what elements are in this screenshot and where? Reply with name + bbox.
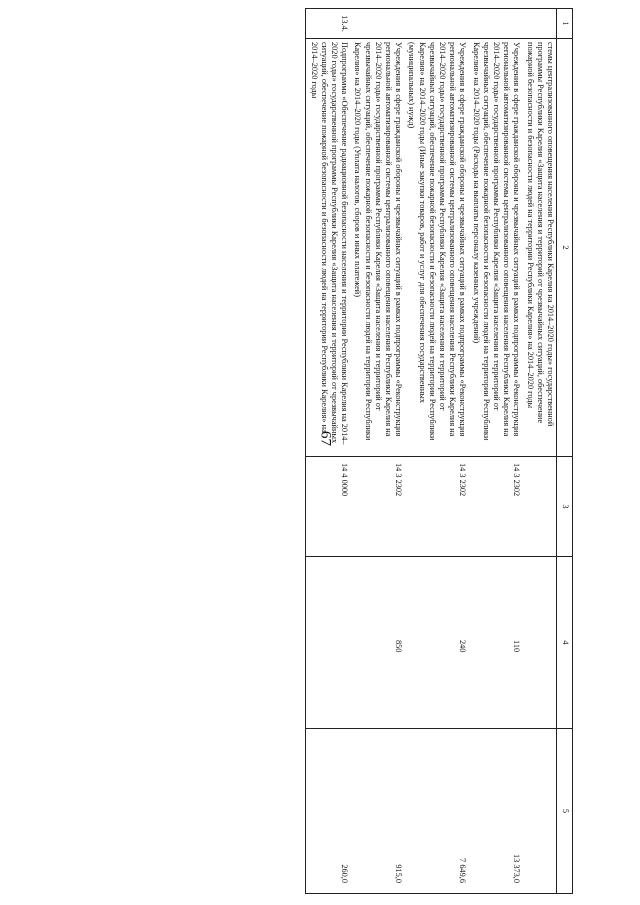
row-amount <box>522 729 556 894</box>
row-amount: 915,0 <box>350 729 404 894</box>
row-description: Учреждения в сфере гражданской обороны и чрезвычайных ситуаций в рамках подпрограммы «Реконструкция региональной автоматизированной системы централизованного оповещения населения Республики Карелия на 2014–2020 годы» государственной программы Республики Карелия «Защита населения и территорий от чрезвычайных ситуаций, обеспечение пожарной безопасности и безопасности людей на территории Республики Карелия» на 2014–2020 годы (Уплата налогов, сборов и иных платежей) <box>350 39 404 457</box>
row-number <box>350 9 404 39</box>
row-code: 14 4 0000 <box>306 457 350 557</box>
table-row <box>404 9 468 894</box>
row-number <box>522 9 556 39</box>
column-header-5: 5 <box>557 729 573 894</box>
row-amount: 260,0 <box>306 729 350 894</box>
row-code: 14 3 2302 <box>350 457 404 557</box>
row-amount: 13 373,0 <box>468 729 522 894</box>
table-row <box>522 9 556 894</box>
row-expense-type: 110 <box>468 557 522 729</box>
row-number <box>468 9 522 39</box>
row-number: 13.4. <box>306 9 350 39</box>
row-expense-type: 240 <box>404 557 468 729</box>
row-expense-type <box>522 557 556 729</box>
row-expense-type <box>306 557 350 729</box>
column-header-3: 3 <box>557 457 573 557</box>
column-number-header-row <box>557 9 573 894</box>
row-amount: 7 649,6 <box>404 729 468 894</box>
column-header-4: 4 <box>557 557 573 729</box>
budget-table <box>305 8 573 894</box>
column-header-2: 2 <box>557 39 573 457</box>
table-row <box>468 9 522 894</box>
row-description: Учреждения в сфере гражданской обороны и чрезвычайных ситуаций в рамках подпрограммы «Реконструкция региональной автоматизированной системы централизованного оповещения населения Республики Карелия на 2014–2020 годы» государственной программы Республики Карелия «Защита населения и территорий от чрезвычайных ситуаций, обеспечение пожарной безопасности и безопасности людей на территории Республики Карелия» на 2014–2020 годы (Иные закупки товаров, работ и услуг для обеспечения государственных (муниципальных) нужд) <box>404 39 468 457</box>
row-description: Учреждения в сфере гражданской обороны и чрезвычайных ситуаций в рамках подпрограммы «Реконструкция региональной автоматизированной системы централизованного оповещения населения Республики Карелия на 2014–2020 годы» государственной программы Республики Карелия «Защита населения и территорий от чрезвычайных ситуаций, обеспечение пожарной безопасности и безопасности людей на территории Республики Карелия» на 2014–2020 годы (Расходы на выплаты персоналу казенных учреждений) <box>468 39 522 457</box>
row-expense-type: 850 <box>350 557 404 729</box>
row-description: Подпрограмма «Обеспечение радиационной безопасности населения и территории Республики Карелия на 2014–2020 годы» государственной программы Республики Карелия «Защита населения и территорий от чрезвычайных ситуаций, обеспечение пожарной безопасности и безопасности людей на территории Республики Карелия» на 2014–2020 годы <box>306 39 350 457</box>
table-row <box>306 9 350 894</box>
row-code: 14 3 2302 <box>404 457 468 557</box>
row-code <box>522 457 556 557</box>
page-number: 67 <box>317 431 334 446</box>
table-row <box>350 9 404 894</box>
column-header-1: 1 <box>557 9 573 39</box>
row-number <box>404 9 468 39</box>
row-description: стемы централизованного оповещения населения Республики Карелия на 2014–2020 годы» государственной программы Республики Карелия «Защита населения и территорий от чрезвычайных ситуаций, обеспечение пожарной безопасности и безопасности людей на территории Республики Карелия» на 2014–2020 годы <box>522 39 556 457</box>
row-code: 14 3 2302 <box>468 457 522 557</box>
